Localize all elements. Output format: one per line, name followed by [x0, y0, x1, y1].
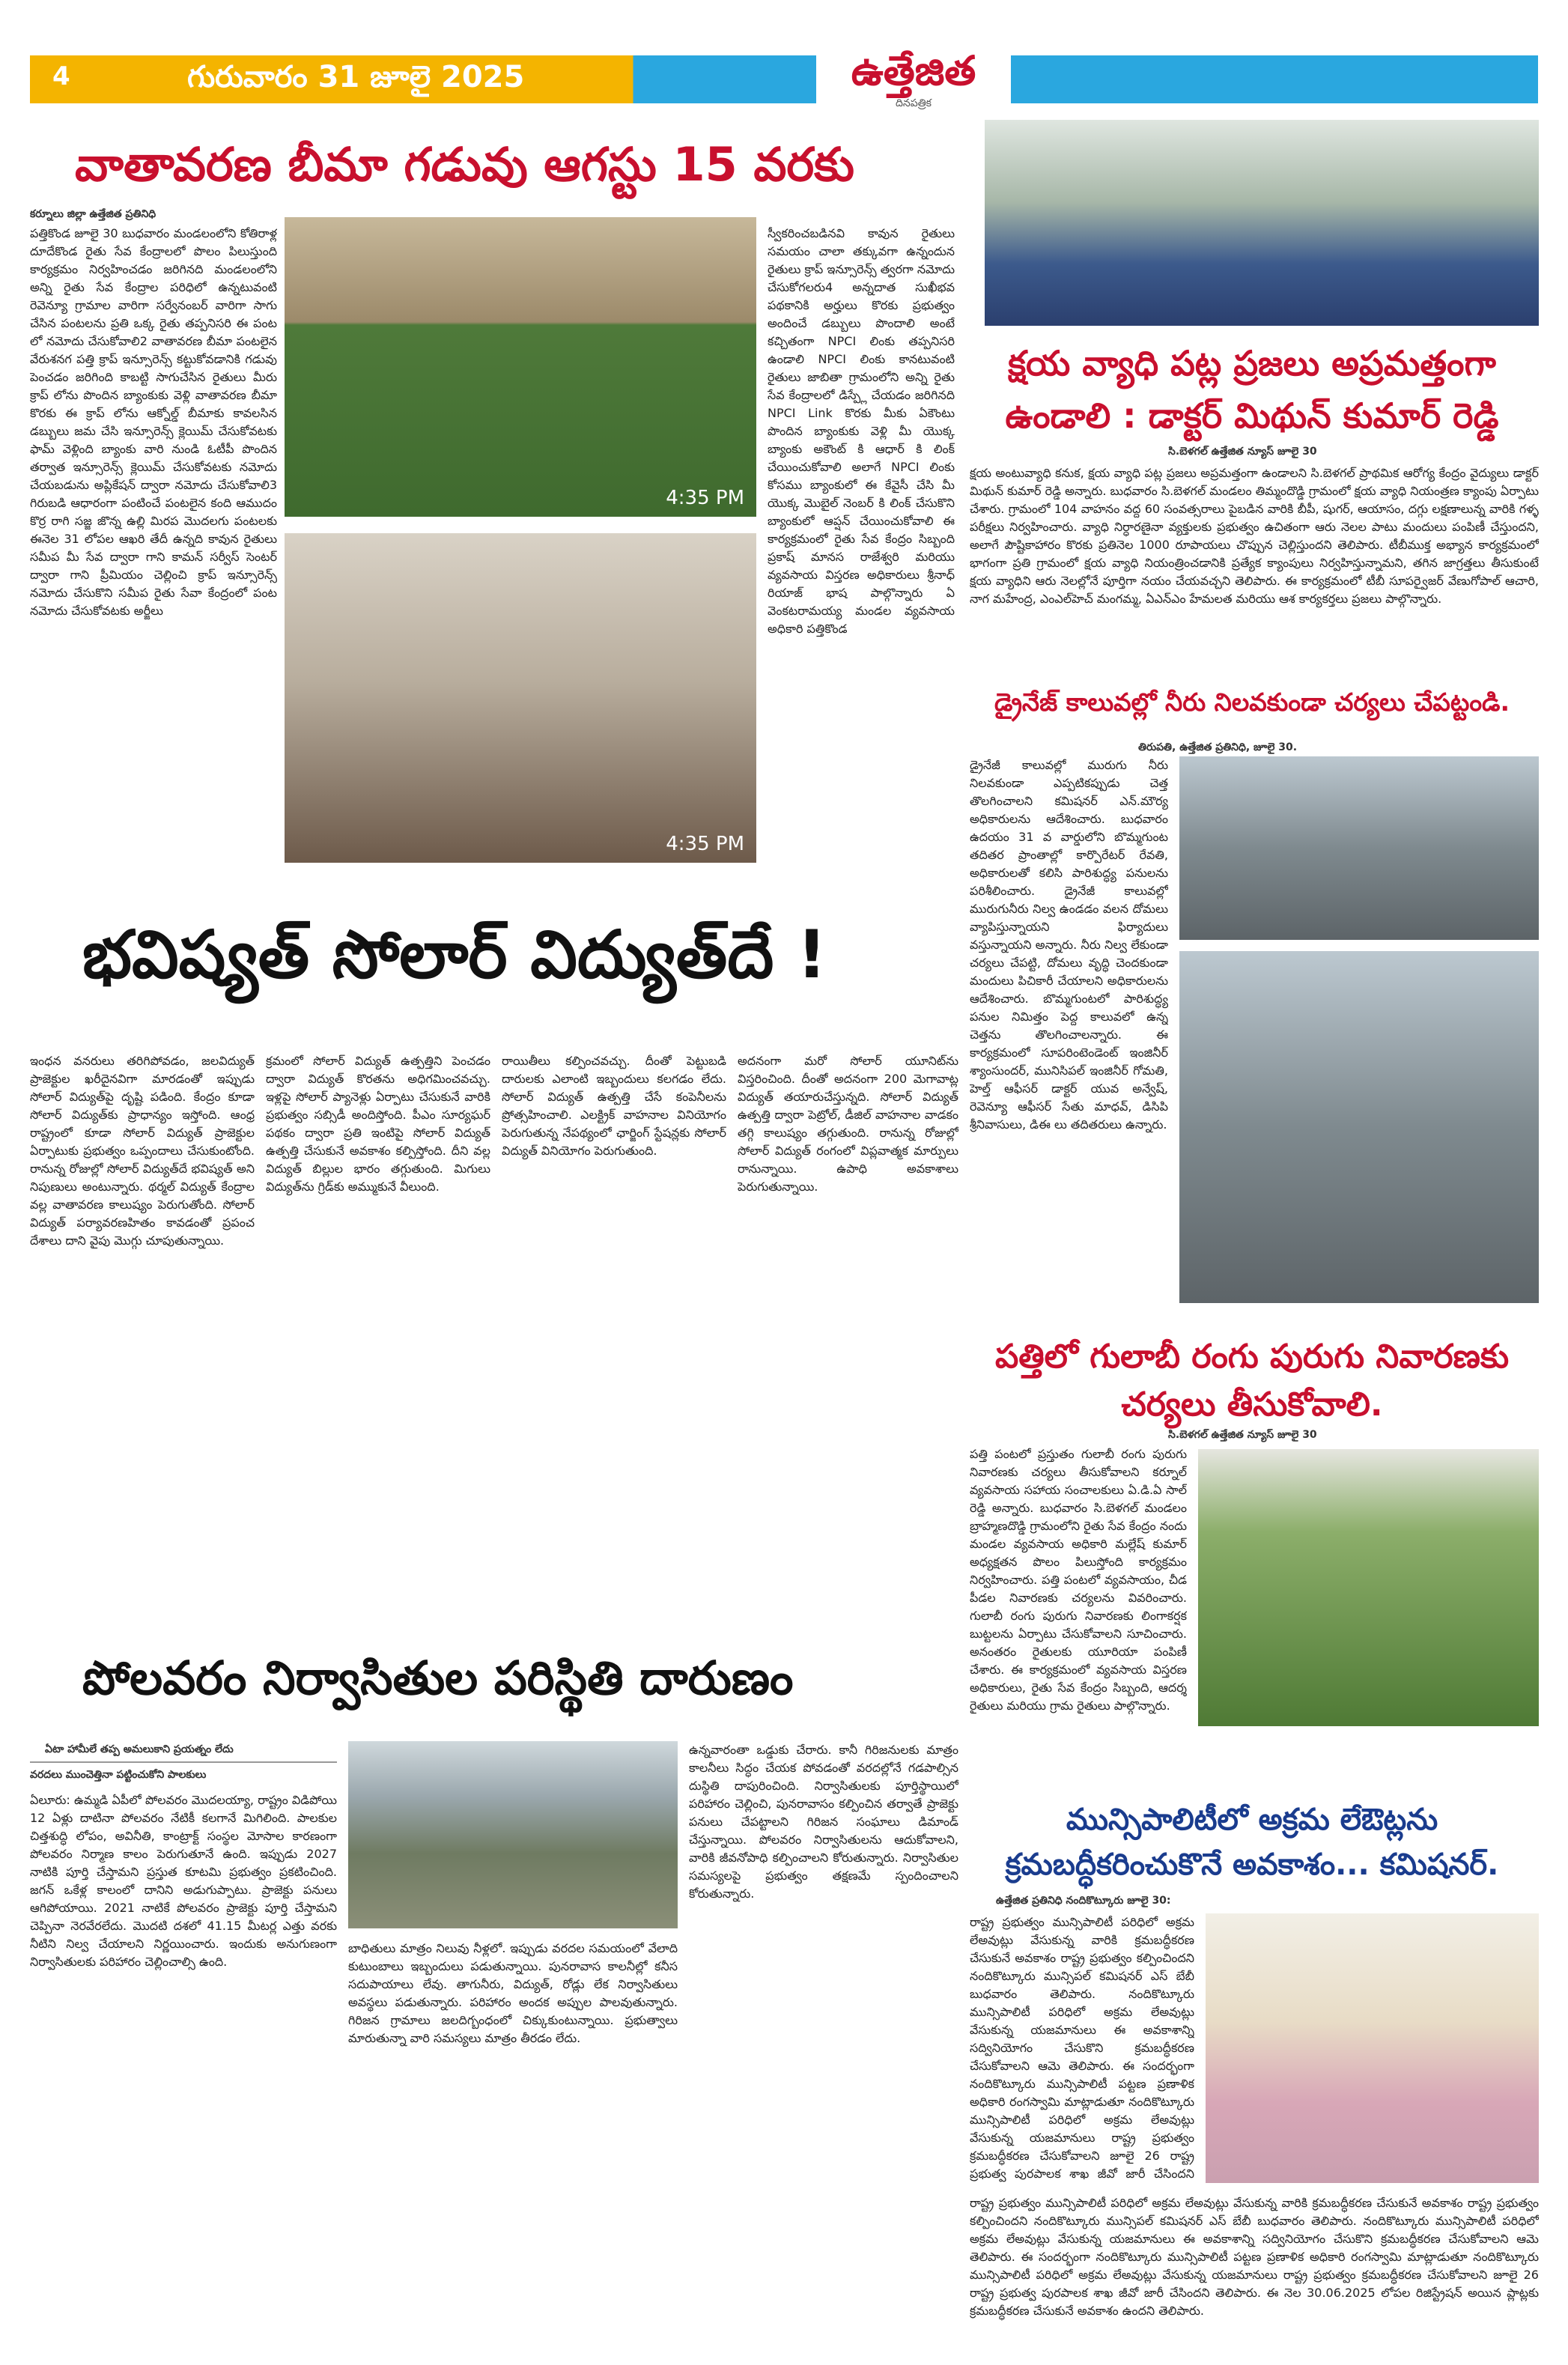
- issue-date: గురువారం 31 జూలై 2025: [187, 60, 525, 94]
- solar-column-1: ఇంధన వనరులు తరిగిపోవడం, జలవిద్యుత్ ప్రాజెక్టుల ఖరీదైనవిగా మారడంతో ఇప్పుడు సోలార్ విద్యుత్‌పై దృష్టి పడింది. కేంద్రం కూడా సోలార్ విద్యుత్‌కు ప్రాధాన్యం ఇస్తోంది. ఆంధ్ర రాష్ట్రంలో కూడా సోలార్ విద్యుత్ ప్రాజెక్టుల ఏర్పాటుకు ప్రభుత్వం ఒప్పందాలు చేసుకుంటోంది. రానున్న రోజుల్లో సోలార్ విద్యుత్‌దే భవిష్యత్ అని నిపుణులు అంటున్నారు. థర్మల్ విద్యుత్ కేంద్రాల వల్ల వాతావరణ కాలుష్యం పెరుగుతోంది. సోలార్ విద్యుత్ పర్యావరణహితం కావడంతో ప్రపంచ దేశాలు దాని వైపు మొగ్గు చూపుతున్నాయి.: [30, 1054, 255, 1248]
- polavaram-column-1: ఏలూరు: ఉమ్మడి ఏపీలో పోలవరం మొదలయ్యా, రాష్ట్రం విడిపోయి 12 ఏళ్లు దాటినా పోలవరం నేటికీ కలగానే మిగిలింది. పాలకుల చిత్తశుద్ధి లోపం, అవినీతి, కాంట్రాక్ట్ సంస్థల మోసాల కారణంగా పోలవరం నిర్మాణ కాలం పెరుగుతూనే ఉంది. ఇప్పుడు 2027 నాటికి పూర్తి చేస్తామని ప్రస్తుత కూటమి ప్రభుత్వం ప్రకటించింది. జగన్ ఒకేళ్ల కాలంలో దానిని అడుగుప్పాటు. ప్రాజెక్టు పనులు ఆగిపోయాయి. 2021 నాటికే పోలవరం ప్రాజెక్టు పూర్తి చేస్తామని చెప్పినా నెరవేరలేదు. మొదటి దశలో 41.15 మీటర్ల ఎత్తు వరకు నీటిని నిల్వ చేయాలని నిర్ణయించారు. ఇందుకు అనుగుణంగా నిర్వాసితులకు పరిహారం చెల్లించాల్సి ఉంది.: [30, 1793, 337, 1969]
- weather-insurance-byline: కర్నూలు జిల్లా ఉత్తేజిత ప్రతినిధి: [30, 208, 157, 220]
- page-number: 4: [52, 61, 70, 91]
- masthead-title: ఉత్తేజిత: [851, 47, 976, 94]
- cotton-field-photo: [1198, 1449, 1539, 1726]
- drainage-photo-1: [1179, 756, 1539, 940]
- field-photo-timestamp: 4:35 PM: [666, 487, 744, 509]
- solar-column-2: క్రమంలో సోలార్ విద్యుత్ ఉత్పత్తిని పెంచడం ద్వారా విద్యుత్ కొరతను అధిగమించవచ్చు. ఇళ్లపై సోలార్ ప్యానెళ్లు ఏర్పాటు చేసుకునే వారికి ప్రభుత్వం సబ్సిడీ అందిస్తోంది. పీఎం సూర్యఘర్ పథకం ద్వారా ప్రతి ఇంటిపై సోలార్ విద్యుత్ ఉత్పత్తి చేసుకునే అవకాశం కల్పిస్తోంది. దీని వల్ల విద్యుత్ బిల్లుల భారం తగ్గుతుంది. మిగులు విద్యుత్‌ను గ్రిడ్‌కు అమ్ముకునే వీలుంది.: [266, 1054, 490, 1194]
- solar-headline: భవిష్యత్ సోలార్ విద్యుత్‌దే !: [82, 916, 827, 993]
- regularisation-body-bottom: రాష్ట్ర ప్రభుత్వం మున్సిపాలిటీ పరిధిలో అక్రమ లేఅవుట్లు వేసుకున్న వారికి క్రమబద్ధీకరణ చేసుకునే అవకాశం రాష్ట్ర ప్రభుత్వం కల్పించిందని నందికొట్కూరు మున్సిపల్ కమిషనర్ ఎస్ బేబీ బుధవారం తెలిపారు. నందికొట్కూరు మున్సిపాలిటీ పరిధిలో అక్రమ లేఅవుట్లు వేసుకున్న యజమానులు ఈ అవకాశాన్ని సద్వినియోగం చేసుకొని క్రమబద్ధీకరణ చేసుకోవాలని ఆమె తెలిపారు. ఈ సందర్భంగా నందికొట్కూరు మున్సిపాలిటీ పట్టణ ప్రణాళిక అధికారి రంగస్వామి మాట్లాడుతూ నందికొట్కూరు మున్సిపాలిటీ పరిధిలో అక్రమ లేఅవుట్లు వేసుకున్న యజమానులు రాష్ట్ర ప్రభుత్వం క్రమబద్ధీకరణ చేసుకోవాలని జూలై 26 రాష్ట్ర ప్రభుత్వ పురపాలక శాఖ జీవో జారీ చేసిందని తెలిపారు. ఈ నెల 30.06.2025 లోపల రిజిస్ట్రేషన్ అయిన ప్లాట్లకు క్రమబద్ధీకరణ చేసుకునే అవకాశం ఉందని తెలిపారు.: [970, 2196, 1539, 2318]
- polavaram-dam-photo: [348, 1741, 678, 1928]
- polavaram-rule: [30, 1761, 337, 1763]
- drainage-headline: డ్రైనేజ్ కాలువల్లో నీరు నిలవకుండా చర్యలు చేపట్టండి.: [994, 687, 1510, 717]
- drainage-body: డ్రైనేజీ కాలువల్లో మురుగు నీరు నిలవకుండా ఎప్పటికప్పుడు చెత్త తొలగించాలని కమిషనర్ ఎన్.మౌర్య అధికారులను ఆదేశించారు. బుధవారం ఉదయం 31 వ వార్డులోని బొమ్మగుంట తదితర ప్రాంతాల్లో కార్పొరేటర్ రేవతి, అధికారులతో కలిసి పారిశుద్ధ్య పనులను పరిశీలించారు. డ్రైనేజీ కాలువల్లో మురుగునీరు నిల్వ ఉండడం వలన దోమలు వ్యాపిస్తున్నాయని ఫిర్యాదులు వస్తున్నాయని అన్నారు. నీరు నిల్వ లేకుండా చర్యలు చేపట్టి, దోమలు వృద్ధి చెందకుండా మందులు పిచికారీ చేయాలని అధికారులను ఆదేశించారు. బొమ్మగుంటలో పారిశుద్ధ్య పనుల నిమిత్తం పెద్ద కాలువలో ఉన్న చెత్తను తొలగించాలన్నారు. ఈ కార్యక్రమంలో సూపరింటెండెంట్ ఇంజినీర్ శ్యాంసుందర్, మునిసిపల్ ఇంజినీర్ గోమతి, హెల్త్ ఆఫీసర్ డాక్టర్ యువ అన్వేష్, రెవెన్యూ ఆఫీసర్ సేతు మాధవ్, డిసిపి శ్రీనివాసులు, డిఈ లు తదితరులు ఉన్నారు.: [970, 758, 1168, 1132]
- bollworm-body: పత్తి పంటలో ప్రస్తుతం గులాబీ రంగు పురుగు నివారణకు చర్యలు తీసుకోవాలని కర్నూల్ వ్యవసాయ సహాయ సంచాలకులు ఏ.డి.ఏ సాల్ రెడ్డి అన్నారు. బుధవారం సి.బెళగల్ మండలం బ్రాహ్మణదొడ్డి గ్రామంలోని రైతు సేవ కేంద్రం నందు మండల వ్యవసాయ అధికారి మల్లేష్ కుమార్ అధ్యక్షతన పొలం పిలుస్తోంది కార్యక్రమం నిర్వహించారు. పత్తి పంటలో వ్యవసాయం, చీడ పీడల నివారణకు చర్యలను వివరించారు. గులాబీ రంగు పురుగు నివారణకు లింగాకర్షక బుట్టలను ఏర్పాటు చేసుకోవాలని సూచించారు. అనంతరం రైతులకు యూరియా పంపిణీ చేశారు. ఈ కార్యక్రమంలో వ్యవసాయ విస్తరణ అధికారులు, రైతు సేవ కేంద్రం సిబ్బంది, ఆదర్శ రైతులు మరియు గ్రామ రైతులు పాల్గొన్నారు.: [970, 1447, 1187, 1713]
- drainage-byline: తిరుపతి, ఉత్తేజిత ప్రతినిధి, జూలై 30.: [1138, 741, 1298, 753]
- weather-insurance-column-2: స్వీకరించబడినవి కావున రైతులు సమయం చాలా తక్కువగా ఉన్నందున రైతులు క్రాప్ ఇన్సూరెన్స్ త్వరగా నమోదు చేసుకోగలరు4 అన్నదాత సుఖీభవ పథకానికి అర్హులు కొరకు ప్రభుత్వం అందించే డబ్బులు పొందాలి అంటే కచ్చితంగా NPCI లింకు తప్పనిసరి ఉండాలి NPCI లింకు కానటువంటి రైతులు జాబితా గ్రామంలోని అన్ని రైతు సేవ కేంద్రాలలో డిస్ప్లే చేయడం జరిగినది NPCI Link కొరకు మీకు ఏకౌంటు పొందిన బ్యాంకుకు వెళ్లి మీ యొక్క బ్యాంకు అకౌంట్ కి ఆధార్ కి లింక్ చేయించుకోవాలి అలాగే NPCI లింకు కోసము బ్యాంకులో ఈ కేవైసీ చేసి మీ యొక్క మొబైల్ నెంబర్ కి లింక్ చేసుకొని బ్యాంకులో ఆప్షన్ చేయించుకోవాలి ఈ కార్యక్రమంలో రైతు సేవ కేంద్రం సిబ్బంది ప్రకాష్ మానస రాజేశ్వరి మరియు వ్యవసాయ విస్తరణ అధికారులు శ్రీనాధ్ రియాజ్ భాష పాల్గొన్నారు ఏ వెంకటరామయ్య మండల వ్యవసాయ అధికారి పత్తికొండ: [768, 226, 955, 636]
- regularisation-body-top: రాష్ట్ర ప్రభుత్వం మున్సిపాలిటీ పరిధిలో అక్రమ లేఅవుట్లు వేసుకున్న వారికి క్రమబద్ధీకరణ చేసుకునే అవకాశం రాష్ట్ర ప్రభుత్వం కల్పించిందని నందికొట్కూరు మున్సిపల్ కమిషనర్ ఎస్ బేబీ బుధవారం తెలిపారు. నందికొట్కూరు మున్సిపాలిటీ పరిధిలో అక్రమ లేఅవుట్లు వేసుకున్న యజమానులు ఈ అవకాశాన్ని సద్వినియోగం చేసుకొని క్రమబద్ధీకరణ చేసుకోవాలని ఆమె తెలిపారు. ఈ సందర్భంగా నందికొట్కూరు మున్సిపాలిటీ పట్టణ ప్రణాళిక అధికారి రంగస్వామి మాట్లాడుతూ నందికొట్కూరు మున్సిపాలిటీ పరిధిలో అక్రమ లేఅవుట్లు వేసుకున్న యజమానులు రాష్ట్ర ప్రభుత్వం క్రమబద్ధీకరణ చేసుకోవాలని జూలై 26 రాష్ట్ర ప్రభుత్వ పురపాలక శాఖ జీవో జారీ చేసిందని: [970, 1915, 1194, 2181]
- bollworm-byline: సి.బెళగల్ ఉత్తేజిత న్యూస్ జూలై 30: [1168, 1429, 1317, 1441]
- drainage-photo-2: [1179, 951, 1539, 1303]
- bollworm-headline: పత్తిలో గులాబీ రంగు పురుగు నివారణకు చర్యలు తీసుకోవాలి.: [994, 1338, 1510, 1424]
- polavaram-column-3: ఉన్నవారంతా ఒడ్డుకు చేరారు. కానీ గిరిజనులకు మాత్రం కాలనీలు సిద్ధం చేయక పోవడంతో వరదల్లోనే గడపాల్సిన దుస్థితి దాపురించింది. నిర్వాసితులకు పూర్తిస్థాయిలో పరిహారం చెల్లించి, పునరావాసం కల్పించిన తర్వాతే ప్రాజెక్టు పనులు చేపట్టాలని గిరిజన సంఘాలు డిమాండ్ చేస్తున్నాయి. పోలవరం నిర్వాసితులను ఆదుకోవాలని, వారికి జీవనోపాధి కల్పించాలని కోరుతున్నారు. నిర్వాసితుల సమస్యలపై ప్రభుత్వం తక్షణమే స్పందించాలని కోరుతున్నారు.: [689, 1743, 958, 1901]
- solar-column-3: రాయితీలు కల్పించవచ్చు. దీంతో పెట్టుబడి దారులకు ఎలాంటి ఇబ్బందులు కలగడం లేదు. సోలార్ విద్యుత్ ఉత్పత్తి చేసే కంపెనీలను ప్రోత్సహించాలి. ఎలక్ట్రిక్ వాహనాల వినియోగం పెరుగుతున్న నేపథ్యంలో ఛార్జింగ్ స్టేషన్లకు సోలార్ విద్యుత్ వినియోగం పెరుగుతుంది.: [502, 1054, 726, 1158]
- polavaram-column-2: బాధితులు మాత్రం నిలువు నీళ్లలో. ఇప్పుడు వరదల సమయంలో వేలాది కుటుంబాలు ఇబ్బందులు పడుతున్నాయి. పునరావాస కాలనీల్లో కనీస సదుపాయాలు లేవు. తాగునీరు, విద్యుత్, రోడ్లు లేక నిర్వాసితులు అవస్థలు పడుతున్నారు. పరిహారం అందక అప్పుల పాలవుతున్నారు. గిరిజన గ్రామాలు జలదిగ్బంధంలో చిక్కుకుంటున్నాయి. ప్రభుత్వాలు మారుతున్నా వారి సమస్యలు మాత్రం తీరడం లేదు.: [348, 1941, 678, 2045]
- commissioner-photo: [1206, 1913, 1539, 2183]
- weather-insurance-headline: వాతావరణ బీమా గడువు ఆగస్టు 15 వరకు: [75, 137, 855, 192]
- polavaram-kicker: ఏటా హామీలే తప్ప అమలుకాని ప్రయత్నం లేదు: [45, 1743, 234, 1755]
- masthead-subtitle: దినపత్రిక: [896, 97, 932, 109]
- meeting-photo: [285, 533, 756, 863]
- tb-headline: క్షయ వ్యాధి పట్ల ప్రజలు అప్రమత్తంగా ఉండాలి : డాక్టర్ మిథున్ కుమార్ రెడ్డి: [1005, 343, 1499, 436]
- solar-column-4: అదనంగా మరో సోలార్ యూనిట్‌ను విస్తరించింది. దీంతో అదనంగా 200 మెగావాట్ల విద్యుత్ తయారుచేస్తున్నది. సోలార్ విద్యుత్ ఉత్పత్తి ద్వారా పెట్రోల్, డీజిల్ వాహనాల వాడకం తగ్గి కాలుష్యం తగ్గుతుంది. రానున్న రోజుల్లో సోలార్ విద్యుత్ రంగంలో విప్లవాత్మక మార్పులు రానున్నాయి. ఉపాధి అవకాశాలు పెరుగుతున్నాయి.: [738, 1054, 958, 1194]
- regularisation-byline: ఉత్తేజిత ప్రతినిధి నందికొట్కూరు జూలై 30:: [996, 1895, 1171, 1907]
- regularisation-headline: మున్సిపాలిటీలో అక్రమ లేఔట్లను క్రమబద్ధీకరించుకొనే అవకాశం... కమిషనర్.: [1005, 1803, 1499, 1882]
- polavaram-headline: పోలవరం నిర్వాసితుల పరిస్థితి దారుణం: [82, 1651, 794, 1705]
- masthead: [816, 45, 1011, 120]
- tb-byline: సి.బెళగల్ ఉత్తేజిత న్యూస్ జూలై 30: [1168, 446, 1317, 458]
- weather-insurance-column-1: పత్తికొండ జూలై 30 బుధవారం మండలంలోని కోతిరాళ్ల దూదేకొండ రైతు సేవ కేంద్రాలలో పొలం పిలుస్తుంది కార్యక్రమం నిర్వహించడం జరిగినది మండలంలోని అన్ని రైతు సేవ కేంద్రాల పరిధిలో ఉన్నటువంటి రెవెన్యూ గ్రామాల వారిగా సర్వేనంబర్ వారిగా సాగు చేసిన పంటలను ప్రతి ఒక్క రైతు తప్పనిసరి ఈ పంట లో నమోదు చేసుకోవాలి2 వాతావరణ బీమా పంటలైన వేరుశనగ పత్తి క్రాప్ ఇన్సూరెన్స్ కట్టుకోవడానికి గడువు పెంచడం జరిగింది కాబట్టి సాగుచేసిన రైతులు మీరు క్రాప్ లోను పొందిన బ్యాంకుకు వెళ్లి వాతావరణ బీమా కొరకు ఈ క్రాప్ లోను ఆక్నోల్డ్ బీమాకు కావలసిన డబ్బులు జమ చేసి ఇన్సూరెన్స్ క్లెయిమ్ చేసుకోవటకు ఫామ్ వెళ్లింది బ్యాంకు వారి నుండి ఓటీపీ పొందిన తర్వాత ఇన్సూరెన్స్ క్లెయిమ్ చేసుకోవటకు నమోదు చేయబడును అప్లికేషన్ ద్వారా నమోదు చేసుకోవాలి3 గిరుబడి ఆధారంగా పంటించే పంటలైన కంది ఆముదం కొర్ర రాగి సజ్జ జొన్న ఉల్లి మిరప మొదలగు పంటలకు ఈనెల 31 లోపల ఆఖరి తేదీ ఉన్నది కావున రైతులు సమీప మీ సేవ ద్వారా గాని కామన్ సర్వీస్ సెంటర్ ద్వారా గాని ప్రీమియం చెల్లించి క్రాప్ ఇన్సూరెన్స్ నమోదు చేసుకొని సమీప రైతు సేవా కేంద్రంలో పంట నమోదు చేసుకోవటకు అర్జీలు: [30, 226, 277, 618]
- polavaram-subhead: వరదలు ముంచెత్తినా పట్టించుకోని పాలకులు: [30, 1769, 207, 1781]
- field-photo: [285, 217, 756, 517]
- meeting-photo-timestamp: 4:35 PM: [666, 833, 744, 855]
- tb-body: క్షయ అంటువ్యాధి కనుక, క్షయ వ్యాధి పట్ల ప్రజలు అప్రమత్తంగా ఉండాలని సి.బెళగల్ ప్రాథమిక ఆరోగ్య కేంద్రం వైద్యులు డాక్టర్ మిథున్ కుమార్ రెడ్డి అన్నారు. బుధవారం సి.బెళగల్ మండలం తిమ్మందొడ్డి గ్రామంలో క్షయ వ్యాధి నియంత్రణ క్యాంపు ఏర్పాటు చేశారు. గ్రామంలో 104 వాహనం వద్ద 60 సంవత్సరాలు పైబడిన వారికి బీపీ, షుగర్, ఆయాసం, దగ్గు లక్షణాలున్న వారికి గళ్ళ పరీక్షలు నిర్వహించారు. వ్యాధి నిర్ధారణైనా వ్యక్తులకు ప్రభుత్వం ఉచితంగా ఆరు నెలల పాటు మందులు పంపిణీ చేస్తుందని, అలాగే పౌష్టికాహారం కొరకు ప్రతినెల 1000 రూపాయలు చొప్పున చెల్లిస్తుందని తెలిపారు. టీబీముక్త అభ్యాన కార్యక్రమంలో భాగంగా ప్రతి గ్రామంలో క్షయ వ్యాధి నియంత్రించడానికి ప్రత్యేక క్యాంపులు నిర్వహిస్తున్నామని, తగిన జాగ్రత్తలు తీసుకుంటే క్షయ వ్యాధిని ఆరు నెలల్లోనే పూర్తిగా నయం చేయవచ్చని తెలిపారు. ఈ కార్యక్రమంలో టీబీ సూపర్వైజర్ వేణుగోపాల్ ఆచారి, నాగ మహేంద్ర, ఎంఎల్‌హెచ్ మంగమ్మ, ఏఎన్ఎం హేమలత మరియు ఆశ కార్యకర్తలు ప్రజలు పాల్గొన్నారు.: [970, 466, 1539, 606]
- tb-camp-photo: [985, 120, 1539, 326]
